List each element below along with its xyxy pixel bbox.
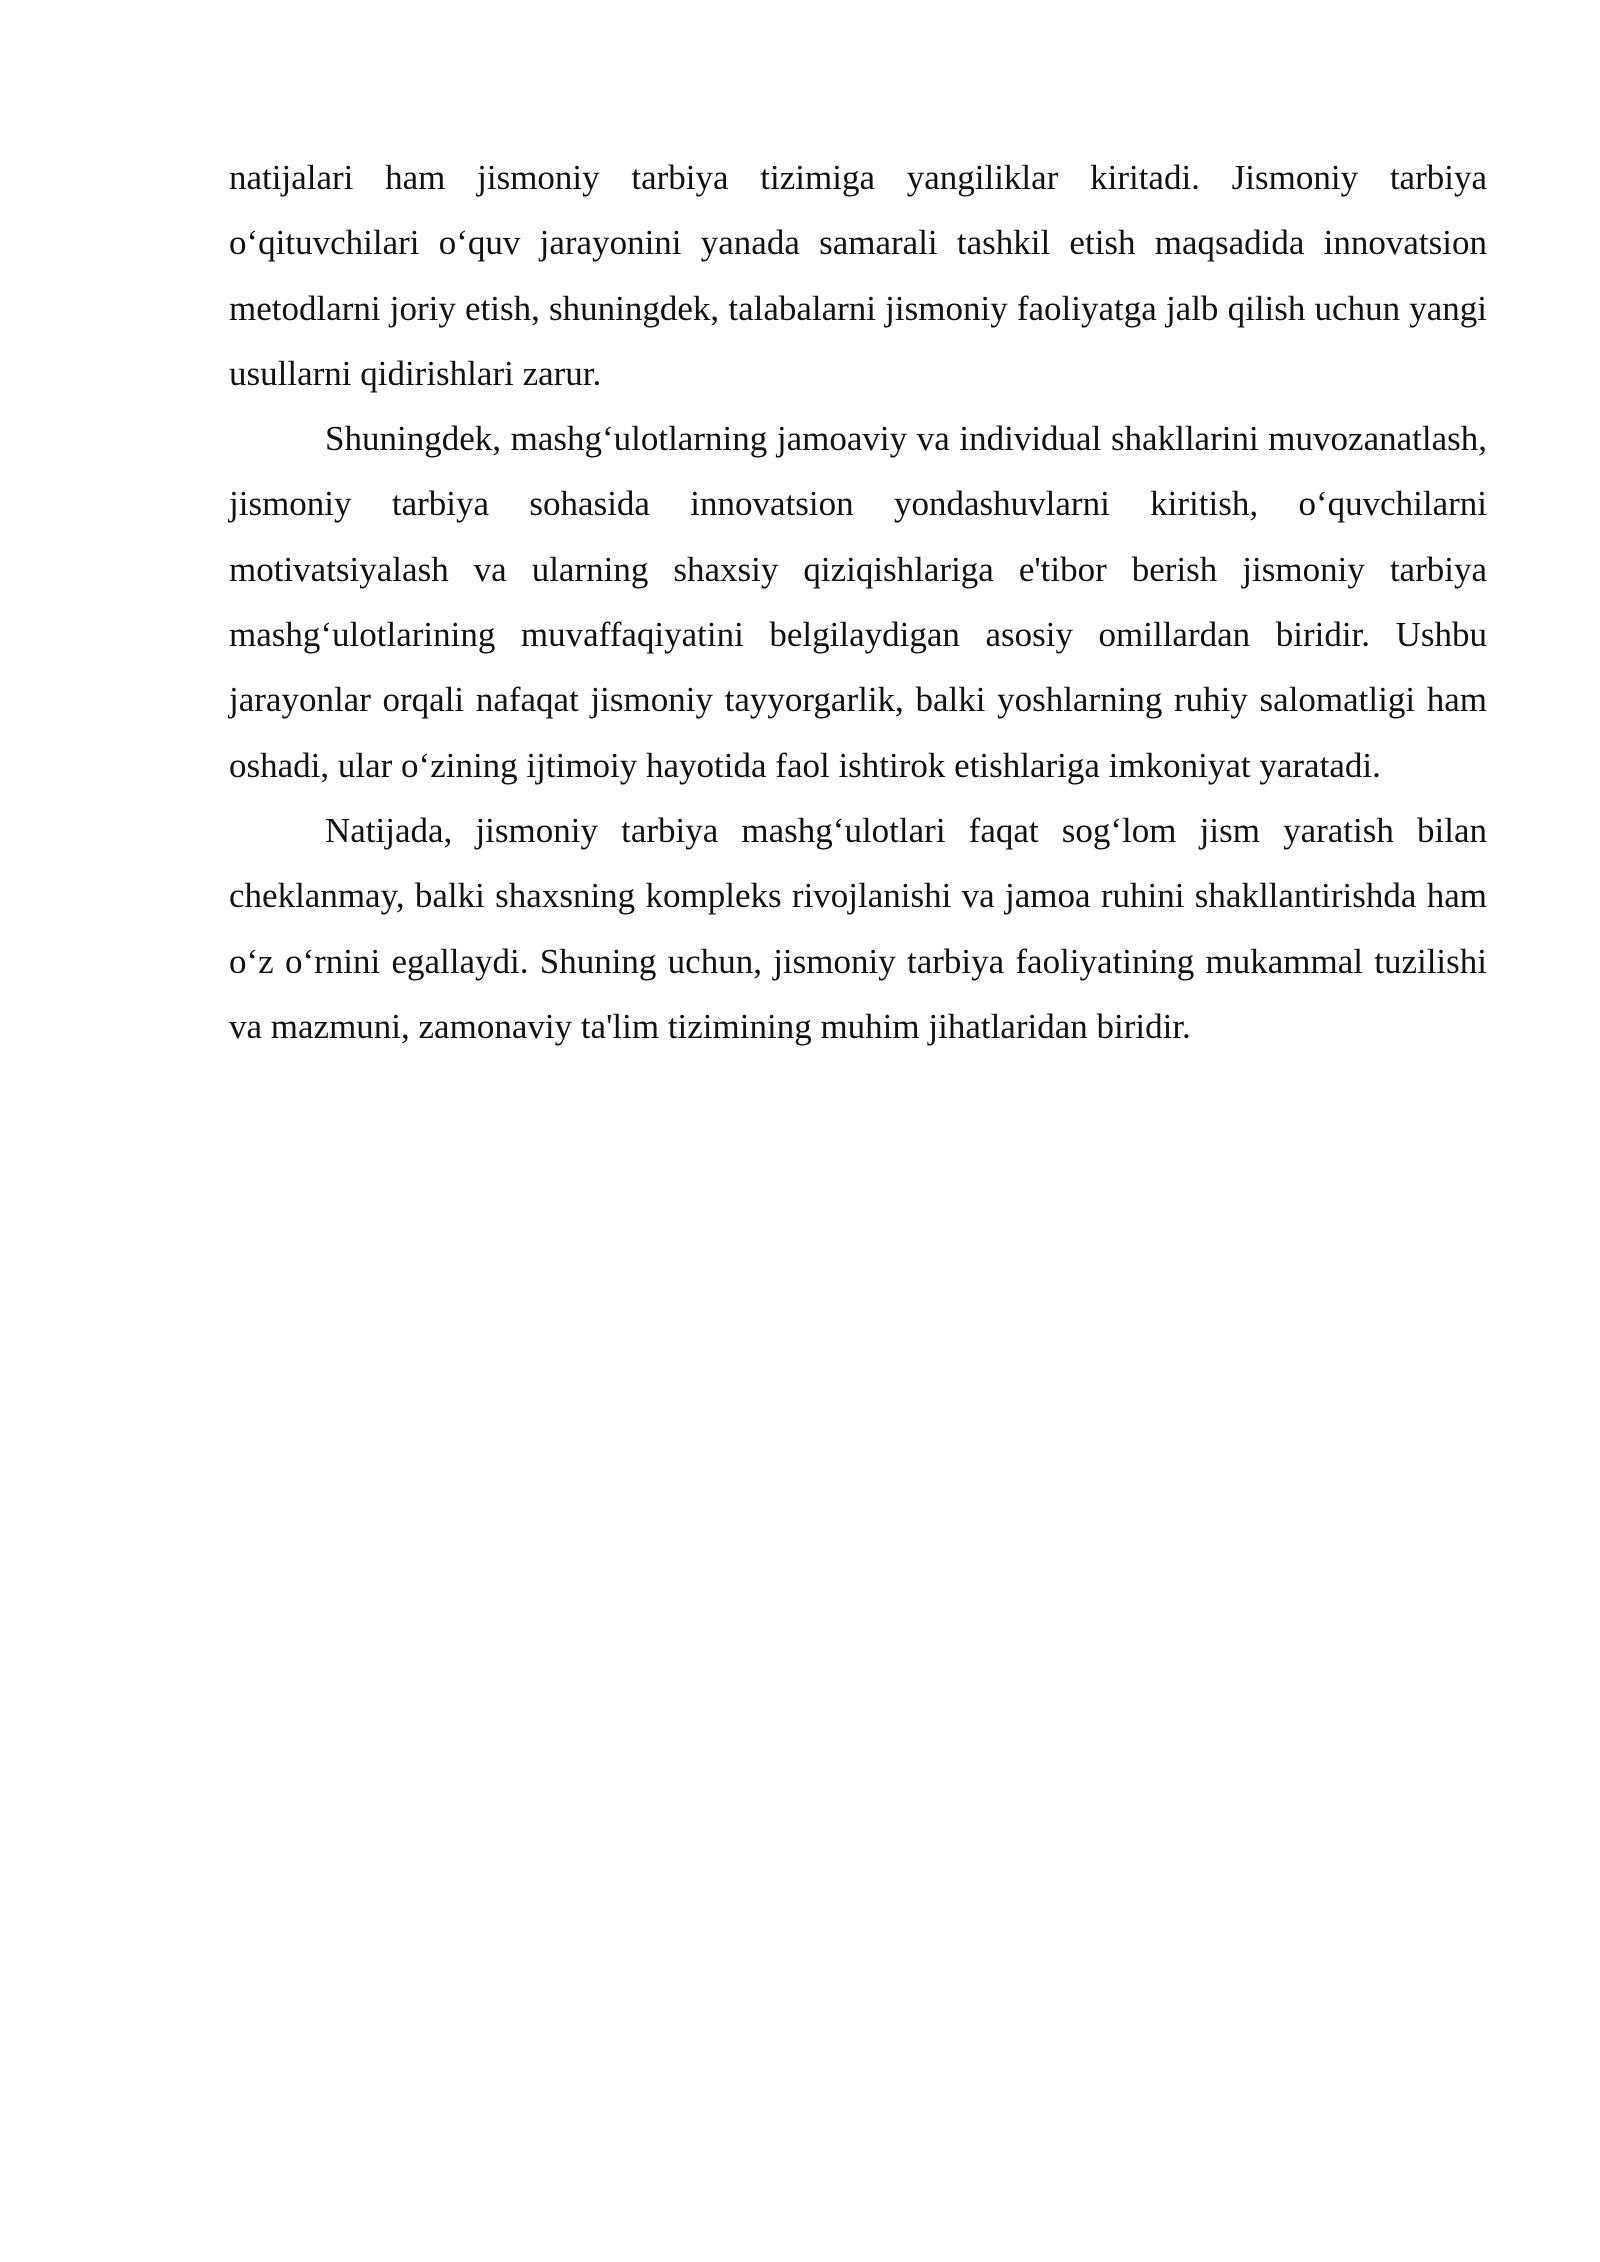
body-text (229, 145, 1487, 1059)
paragraph-continuation: natijalari ham jismoniy tarbiya tizimiga yangiliklar kiritadi. Jismoniy tarbiya oʻqituvchilari oʻquv jarayonini yanada samarali tashkil etish maqsadida innovatsion metodlarni joriy etish, shuningdek, talabalarni jismoniy faoliyatga jalb qilish uchun yangi usullarni qidirishlari zarur. (229, 158, 1487, 393)
paragraph-balance-factors: Shuningdek, mashgʻulotlarning jamoaviy va individual shakllarini muvozanatlash, jismoniy tarbiya sohasida innovatsion yondashuvlarni kiritish, oʻquvchilarni motivatsiyalash va ularning shaxsiy qiziqishlariga e'tibor berish jismoniy tarbiya mashgʻulotlarining muvaffaqiyatini belgilaydigan asosiy omillardan biridir. Ushbu jarayonlar orqali nafaqat jismoniy tayyorgarlik, balki yoshlarning ruhiy salomatligi ham oshadi, ular oʻzining ijtimoiy hayotida faol ishtirok etishlariga imkoniyat yaratadi. (229, 419, 1487, 785)
paragraph-conclusion: Natijada, jismoniy tarbiya mashgʻulotlari faqat sogʻlom jism yaratish bilan cheklanmay, balki shaxsning kompleks rivojlanishi va jamoa ruhini shakllantirishda ham oʻz oʻrnini egallaydi. Shuning uchun, jismoniy tarbiya faoliyatining mukammal tuzilishi va mazmuni, zamonaviy ta'lim tizimining muhim jihatlaridan biridir. (229, 810, 1487, 1046)
